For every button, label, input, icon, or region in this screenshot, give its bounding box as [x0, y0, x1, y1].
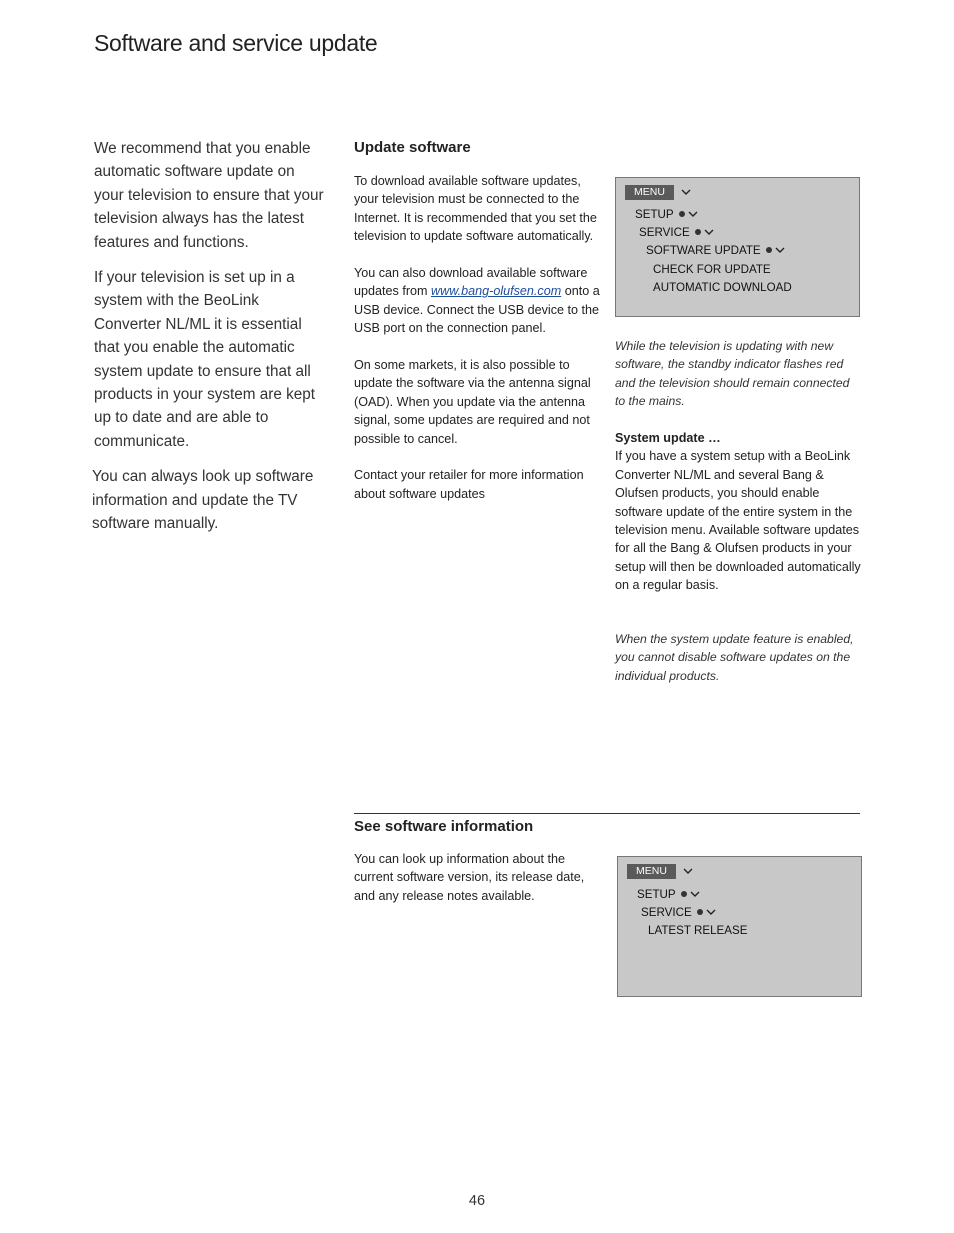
menu-row-setup	[635, 207, 698, 221]
system-update-body: If you have a system setup with a BeoLink Converter NL/ML and several Bang & Olufsen products, you should enable software update of the entire system in the television menu. Available software updates for all the Bang & Olufsen products in your setup will then be downloaded automatically on a regular basis.	[615, 449, 861, 593]
menu-item-service: SERVICE	[639, 225, 690, 239]
menu-row-service	[639, 225, 714, 239]
menu-row-service	[641, 905, 716, 919]
chevron-down-icon	[681, 188, 691, 196]
menu-row-software-update	[646, 243, 785, 257]
menu-item-setup: SETUP	[637, 887, 676, 901]
page-number: 46	[468, 1193, 486, 1209]
intro-paragraph: We recommend that you enable automatic software update on your television to ensure that your television always has the latest features and functions.	[94, 140, 324, 251]
system-update-note: When the system update feature is enabled, you cannot disable software updates on the individual products.	[615, 632, 854, 683]
menu-row-check-for-update	[653, 262, 771, 276]
bullet-icon	[766, 247, 772, 253]
menu-tag: MENU	[625, 185, 674, 200]
intro-paragraph: You can always look up software information and update the TV software manually.	[92, 468, 314, 533]
section-divider	[354, 813, 860, 814]
menu-row-menu	[627, 864, 693, 878]
update-software-paragraph: Contact your retailer for more information about software updates	[354, 468, 584, 501]
menu-tag: MENU	[627, 864, 676, 879]
software-update-menu-illustration	[615, 177, 860, 317]
bullet-icon	[695, 229, 701, 235]
update-software-heading: Update software	[354, 139, 471, 156]
menu-item-latest-release: LATEST RELEASE	[648, 923, 748, 937]
intro-paragraph: If your television is set up in a system with the BeoLink Converter NL/ML it is essential that you enable the automatic system update to ensure that all products in your system are kept up to date and are able to communicate.	[94, 269, 316, 450]
menu-item-software-update: SOFTWARE UPDATE	[646, 243, 761, 257]
intro-text	[94, 137, 326, 548]
menu-row-latest-release	[648, 923, 747, 937]
chevron-down-icon	[690, 890, 700, 898]
update-software-text	[354, 172, 604, 522]
system-update-block	[615, 429, 865, 595]
bullet-icon	[697, 909, 703, 915]
updating-note: While the television is updating with new software, the standby indicator flashes red and the television should remain connected to the mains.	[615, 339, 850, 409]
menu-item-setup: SETUP	[635, 207, 674, 221]
menu-row-automatic-download	[653, 280, 792, 294]
menu-item-service: SERVICE	[641, 905, 692, 919]
chevron-down-icon	[704, 228, 714, 236]
chevron-down-icon	[688, 210, 698, 218]
menu-row-setup	[637, 887, 700, 901]
chevron-down-icon	[683, 867, 693, 875]
update-software-paragraph	[354, 264, 604, 338]
menu-item-automatic-download: AUTOMATIC DOWNLOAD	[653, 280, 792, 294]
see-software-information-text: You can look up information about the current software version, its release date, and any release notes available.	[354, 852, 585, 903]
bullet-icon	[679, 211, 685, 217]
bang-olufsen-link[interactable]: www.bang-olufsen.com	[431, 284, 562, 299]
text-span: You can also download available software updates from	[354, 266, 588, 299]
software-information-menu-illustration	[617, 856, 862, 997]
menu-item-check-for-update: CHECK FOR UPDATE	[653, 262, 771, 276]
chevron-down-icon	[706, 908, 716, 916]
update-software-paragraph: On some markets, it is also possible to update the software via the antenna signal (OAD). When you update via the antenna signal, some updates are required and not possible to cancel.	[354, 358, 591, 446]
text-span: onto a USB device. Connect the USB device to the USB port on the connection panel.	[354, 284, 600, 336]
page-title: Software and service update	[94, 30, 378, 56]
bullet-icon	[681, 891, 687, 897]
see-software-information-heading: See software information	[354, 818, 534, 835]
menu-row-menu	[625, 185, 691, 199]
update-software-paragraph: To download available software updates, your television must be connected to the Internet. It is recommended that you set the television to update software automatically.	[354, 174, 597, 244]
system-update-title: System update …	[615, 431, 721, 445]
chevron-down-icon	[775, 246, 785, 254]
